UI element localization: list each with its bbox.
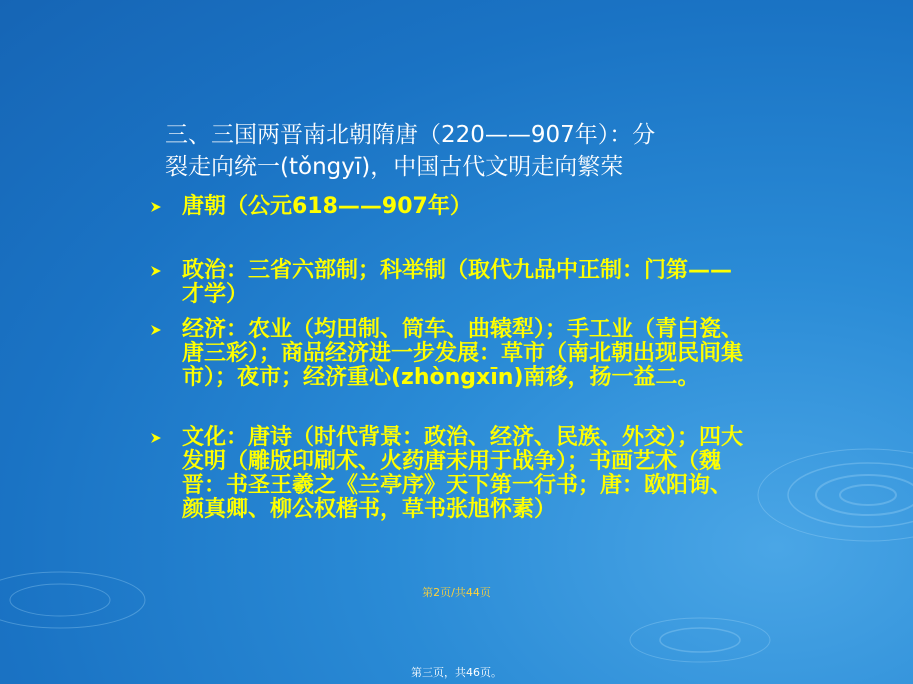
bullet-item bbox=[148, 426, 748, 522]
arrow-bullet-icon bbox=[148, 429, 166, 447]
arrow-bullet-icon bbox=[148, 198, 166, 216]
page-indicator: 第2页/共44页 bbox=[422, 586, 491, 599]
bullet-text: 文化：唐诗（时代背景：政治、经济、民族、外交）；四大发明（雕版印刷术、火药唐末用于战争）；书画艺术（魏晋：书圣王羲之《兰亭序》天下第一行书；唐：欧阳询、颜真卿、柳公权楷书，草书张旭怀素） bbox=[182, 425, 744, 522]
title-line-2: 裂走向统一(tǒngyī)，中国古代文明走向繁荣 bbox=[165, 154, 624, 180]
title-line-1: 三、三国两晋南北朝隋唐（220——907年）：分 bbox=[165, 122, 656, 148]
slide-title bbox=[165, 119, 785, 183]
bullet-item bbox=[148, 318, 748, 390]
bullet-text: 政治：三省六部制；科举制（取代九品中正制：门第——才学） bbox=[182, 258, 733, 307]
arrow-bullet-icon bbox=[148, 262, 166, 280]
bullet-item bbox=[148, 195, 748, 219]
total-page-indicator: 第三页，共46页。 bbox=[411, 666, 502, 679]
bullet-text: 唐朝（公元618——907年） bbox=[182, 194, 472, 219]
arrow-bullet-icon bbox=[148, 321, 166, 339]
bullet-text: 经济：农业（均田制、筒车、曲辕犁）；手工业（青白瓷、唐三彩）；商品经济进一步发展：草市（南北朝出现民间集市）；夜市；经济重心(zhòngxīn)南移，扬一益二。 bbox=[182, 317, 744, 390]
bullet-item bbox=[148, 259, 748, 307]
